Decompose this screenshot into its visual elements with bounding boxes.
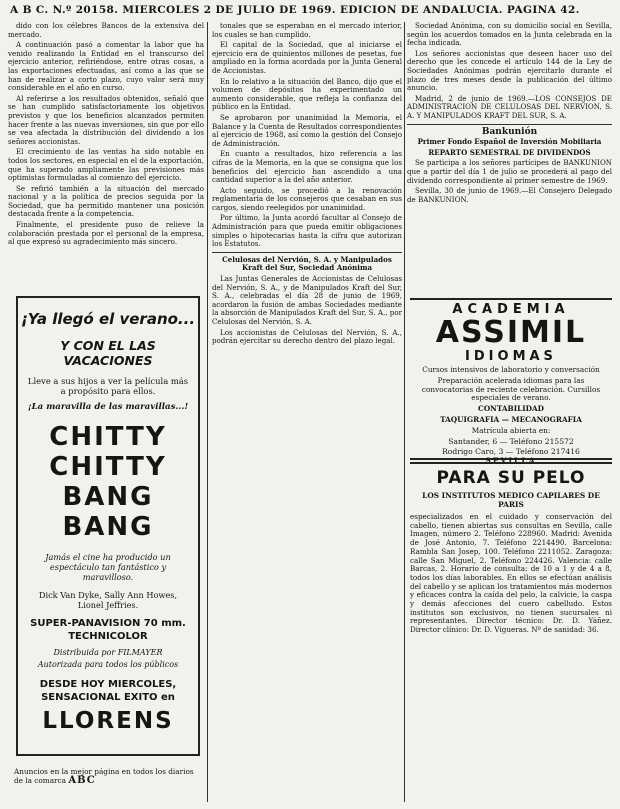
column-rule: [207, 22, 208, 802]
chitty-chitty-ad: [16, 296, 200, 756]
notice-text: Los accionistas de Celulosas del Nervión, S. A., podrán ejercitar su derecho dentro del plazo legal.: [212, 327, 402, 346]
notice-text: Las Juntas Generales de Accionistas de Celulosas del Nervión, S. A., y de Manipulados Kraft del Sur, S. A., celebradas el día 28 de junio de 1969, acordaron la fusión de ambas Sociedades mediante la absorción de Manipulados Kraft del Sur, S. A., por Celulosas del Nervión, S. A.: [212, 274, 402, 326]
article-paragraph: Se aprobaron por unanimidad la Memoria, el Balance y la Cuenta de Resultados correspondientes al ejercicio de 1968, así como la gestión del Consejo de Administración.: [212, 112, 402, 148]
abc-logo: ABC: [68, 774, 96, 786]
film-distributor: Distribuida por FILMAYER: [53, 648, 163, 657]
ad-address: Rodrigo Caro, 3 — Teléfono 217416: [442, 446, 580, 456]
academia-assimil-ad: [410, 298, 612, 465]
ad-city: SEVILLA: [485, 455, 537, 465]
notice-title: Celulosas del Nervión, S. A. y Manipulados Kraft del Sur, Sociedad Anónima: [222, 254, 392, 273]
ad-text: Cursos intensivos de laboratorio y conversación: [422, 365, 600, 374]
article-paragraph: El capital de la Sociedad, que al iniciarse el ejercicio era de quinientos millones de pesetas, fue ampliado en la forma acordada por la Junta General de Accionistas.: [212, 40, 402, 75]
article-paragraph: Finalmente, el presidente puso de relieve la colaboración prestada por el personal de la empresa, al que expresó su agradecimiento más sincero.: [8, 220, 204, 247]
ad-subheadline: IDIOMAS: [465, 349, 557, 364]
ad-headline: ACADEMIA: [452, 302, 570, 317]
ad-subheadline: Y CON EL LAS VACACIONES: [60, 338, 156, 368]
notice-title: Bankunión: [481, 126, 538, 137]
article-paragraph: En lo relativo a la situación del Banco, dijo que el volumen de depósitos ha experimentado un aumento considerable, que refleja la confianza del público en la Entidad.: [212, 76, 402, 112]
premiere-text: DESDE HOY MIERCOLES,: [39, 679, 177, 690]
article-column-1: [8, 22, 204, 284]
article-paragraph: A continuación pasó a comentar la labor que ha venido realizando la Entidad en el transcurso del ejercicio anterior, refiriéndose, entre otras cosas, a las exportaciones efectuadas, así como a las que se han de realizar a corto plazo, cuyo valor será muy considerable en el año en curso.: [8, 40, 204, 93]
ad-text: Matrícula abierta en:: [471, 425, 551, 435]
ad-address: Santander, 6 — Teléfono 215572: [448, 436, 574, 446]
article-paragraph: Los señores accionistas que deseen hacer uso del derecho que les concede el artículo 144 de la Ley de Sociedades Anónimas podrán ejercitarlo durante el plazo de tres meses desde la publicación del último anuncio.: [407, 48, 612, 93]
academy-name: ASSIMIL: [435, 315, 587, 350]
film-title: CHITTY CHITTY: [49, 422, 167, 482]
column-rule: [404, 22, 405, 802]
notice-text: Se participa a los señores partícipes de BANKUNION que a partir del día 1 de julio se procederá al pago del dividendo correspondiente al primer semestre de 1969.: [407, 158, 612, 185]
article-paragraph: dido con los célebres Bancos de la extensiva del mercado.: [8, 21, 204, 39]
ad-text: Jamás el cine ha producido un espectáculo tan fantástico y maravilloso.: [45, 552, 171, 582]
ad-course: CONTABILIDAD: [478, 404, 544, 414]
article-paragraph: El crecimiento de las ventas ha sido notable en todos los sectores, en especial en el de la exportación, que ha superado ampliamente las previsiones más optimistas formuladas al comienzo del ejercicio.: [8, 147, 204, 183]
divider: [212, 252, 402, 253]
film-cast: Dick Van Dyke, Sally Ann Howes, Lionel Jeffries.: [38, 590, 178, 610]
film-format: SUPER-PANAVISION 70 mm.: [30, 618, 186, 629]
ad-headline: ¡Ya llegó el verano...: [20, 310, 196, 328]
article-paragraph: Madrid, 2 de junio de 1969.—LOS CONSEJOS DE ADMINISTRACION DE CELULOSAS DEL NERVION, S. A. Y MANIPULADOS KRAFT DEL SUR, S. A.: [407, 93, 612, 120]
article-paragraph: Sociedad Anónima, con su domicilio social en Sevilla, según los acuerdos tomados en la Junta celebrada en la fecha indicada.: [407, 21, 612, 48]
film-title: BANG BANG: [62, 482, 154, 542]
article-paragraph: Se refirió también a la situación del mercado nacional y a la política de precios seguida por la Sociedad, que ha permitido mantener una posición destacada frente a la competencia.: [8, 183, 204, 219]
footer-note: Anuncios en la mejor página en todos los diarios de la comarca ABC: [14, 767, 194, 786]
article-paragraph: tonales que se esperaban en el mercado interior, los cuales se han cumplido.: [212, 21, 402, 39]
ad-text: ¡La maravilla de las maravillas...!: [27, 402, 189, 412]
article-paragraph: Por último, la Junta acordó facultar al Consejo de Administración para que pueda emitir obligaciones simples o hipotecarias hasta la cifra que autorizan los Estatutos.: [212, 213, 402, 249]
cinema-name: LLORENS: [42, 708, 174, 734]
article-paragraph: Al referirse a los resultados obtenidos, señaló que se han cumplido satisfactoriamente los objetivos previstos y que los beneficios alcanzados permiten hacer frente a las nuevas inversiones, sin que por ello se vea afectada la distribución del dividendo a los señores accionistas.: [8, 93, 204, 146]
ad-course: TAQUIGRAFIA — MECANOGRAFIA: [440, 414, 582, 424]
premiere-text: SENSACIONAL EXITO en: [41, 692, 175, 703]
film-format: TECHNICOLOR: [68, 631, 148, 642]
ad-text: Lleve a sus hijos a ver la película más a propósito para ellos.: [27, 376, 189, 396]
page-header: A B C. N.º 20158. MIERCOLES 2 DE JULIO DE 1969. EDICION DE ANDALUCIA. PAGINA 42.: [10, 4, 580, 16]
notice-heading: REPARTO SEMESTRAL DE DIVIDENDOS: [428, 147, 591, 157]
notice-text: Sevilla, 30 de junio de 1969.—El Consejero Delegado de BANKUNION.: [407, 186, 612, 204]
article-paragraph: En cuanto a resultados, hizo referencia a las cifras de la Memoria, en la que se consigna que los beneficios del ejercicio han ascendido a una cantidad superior a la del año anterior.: [212, 149, 402, 185]
para-su-pelo-ad: [410, 462, 612, 797]
divider: [407, 124, 612, 125]
ad-headline: PARA SU PELO: [410, 462, 612, 488]
film-rating: Autorizada para todos los públicos: [37, 660, 179, 669]
ad-text: especializados en el cuidado y conservación del cabello, tienen abiertas sus consultas en Sevilla, calle Imagen, número 2. Teléfono 228960. Madrid: Avenida de José Antonio, 7. Teléfono 2214490. Barcelona: Rambla San Josep, 100. Teléfono 2211052. Zaragoza: calle San Miguel, 2. Teléfono 224426. Valencia: calle Barcas, 2. Horario de consulta: de 10 a 1 y de 4 a 8, todos los días laborables. En ellos se efectúan análisis del cabello y se aplican los tratamientos más modernos y eficaces contra la caída del pelo, la calvicie, la caspa y demás afecciones del cuero cabelludo. Estos institutos son exclusivos, no tienen sucursales ni representantes. Director técnico: Dr. D. Yáñez. Director clínico: Dr. D. Vigueras. Nº de sanidad: 36.: [410, 512, 612, 635]
article-column-2: [212, 22, 402, 802]
notice-subtitle: Primer Fondo Español de Inversión Mobiliaria: [417, 137, 602, 147]
article-column-3: [407, 22, 612, 272]
ad-text: Preparación acelerada idiomas para las convocatorias de reciente celebración. Cursillos especiales de verano.: [421, 375, 601, 403]
article-paragraph: Acto seguido, se procedió a la renovación reglamentaria de los consejeros que cesaban en sus cargos, siendo reelegidos por unanimidad.: [212, 185, 402, 212]
ad-subheadline: LOS INSTITUTOS MEDICO CAPILARES DE PARIS: [422, 491, 600, 509]
